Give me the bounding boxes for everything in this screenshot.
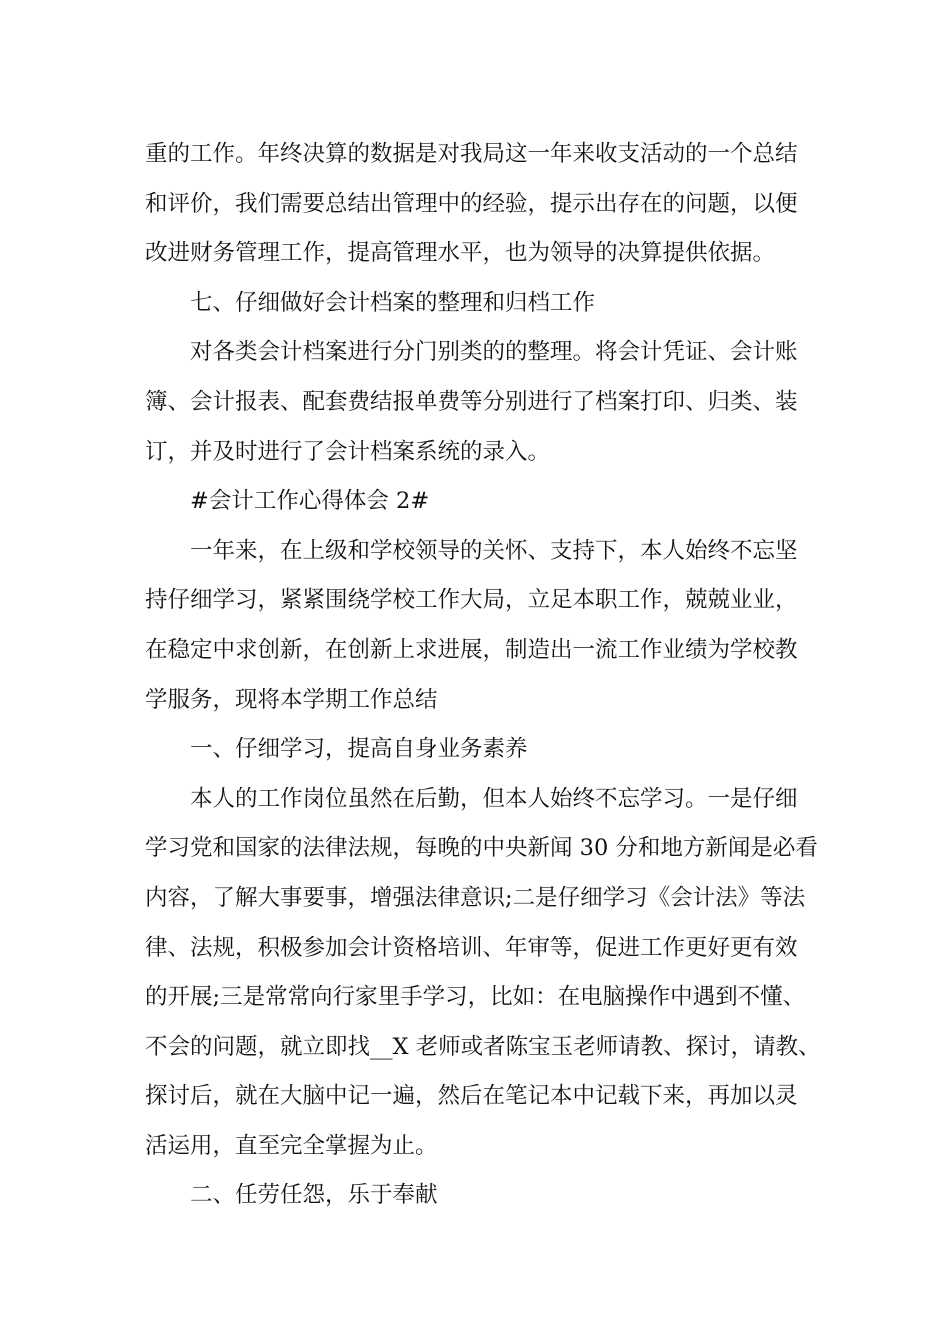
text-line: 和评价，我们需要总结出管理中的经验，提示出存在的问题，以便 xyxy=(145,190,798,217)
text-line: 探讨后，就在大脑中记一遍，然后在笔记本中记载下来，再加以灵 xyxy=(145,1083,798,1110)
text-line: 内容，了解大事要事，增强法律意识;二是仔细学习《会计法》等法 xyxy=(145,884,806,911)
text-line: 活运用，直至完全掌握为止。 xyxy=(145,1132,438,1159)
text-line: 订，并及时进行了会计档案系统的录入。 xyxy=(145,438,551,465)
article-heading: #会计工作心得体会 2# xyxy=(190,488,430,515)
text-line: 律、法规，积极参加会计资格培训、年审等，促进工作更好更有效 xyxy=(145,934,798,961)
text-line: 本人的工作岗位虽然在后勤，但本人始终不忘学习。一是仔细 xyxy=(190,785,798,812)
section-heading-one: 一、仔细学习，提高自身业务素养 xyxy=(190,736,528,763)
text-line: 簿、会计报表、配套费结报单费等分别进行了档案打印、归类、装 xyxy=(145,388,798,415)
text-line: 在稳定中求创新，在创新上求进展，制造出一流工作业绩为学校教 xyxy=(145,636,798,663)
text-line: 学习党和国家的法律法规，每晚的中央新闻 30 分和地方新闻是必看 xyxy=(145,835,818,862)
text-line: 持仔细学习，紧紧围绕学校工作大局，立足本职工作，兢兢业业， xyxy=(145,587,798,614)
text-line: 一年来，在上级和学校领导的关怀、支持下，本人始终不忘坚 xyxy=(190,537,798,564)
document-body xyxy=(145,130,820,1221)
section-heading-seven: 七、仔细做好会计档案的整理和归档工作 xyxy=(190,289,596,316)
text-line: 不会的问题，就立即找__X 老师或者陈宝玉老师请教、探讨，请教、 xyxy=(145,1033,821,1060)
text-line: 改进财务管理工作，提高管理水平，也为领导的决算提供依据。 xyxy=(145,240,776,267)
text-line: 的开展;三是常常向行家里手学习，比如：在电脑操作中遇到不懂、 xyxy=(145,984,806,1011)
text-line: 对各类会计档案进行分门别类的的整理。将会计凭证、会计账 xyxy=(190,339,798,366)
section-heading-two: 二、任劳任怨，乐于奉献 xyxy=(190,1182,438,1209)
text-line: 重的工作。年终决算的数据是对我局这一年来收支活动的一个总结 xyxy=(145,141,798,167)
text-line: 学服务，现将本学期工作总结 xyxy=(145,686,438,713)
